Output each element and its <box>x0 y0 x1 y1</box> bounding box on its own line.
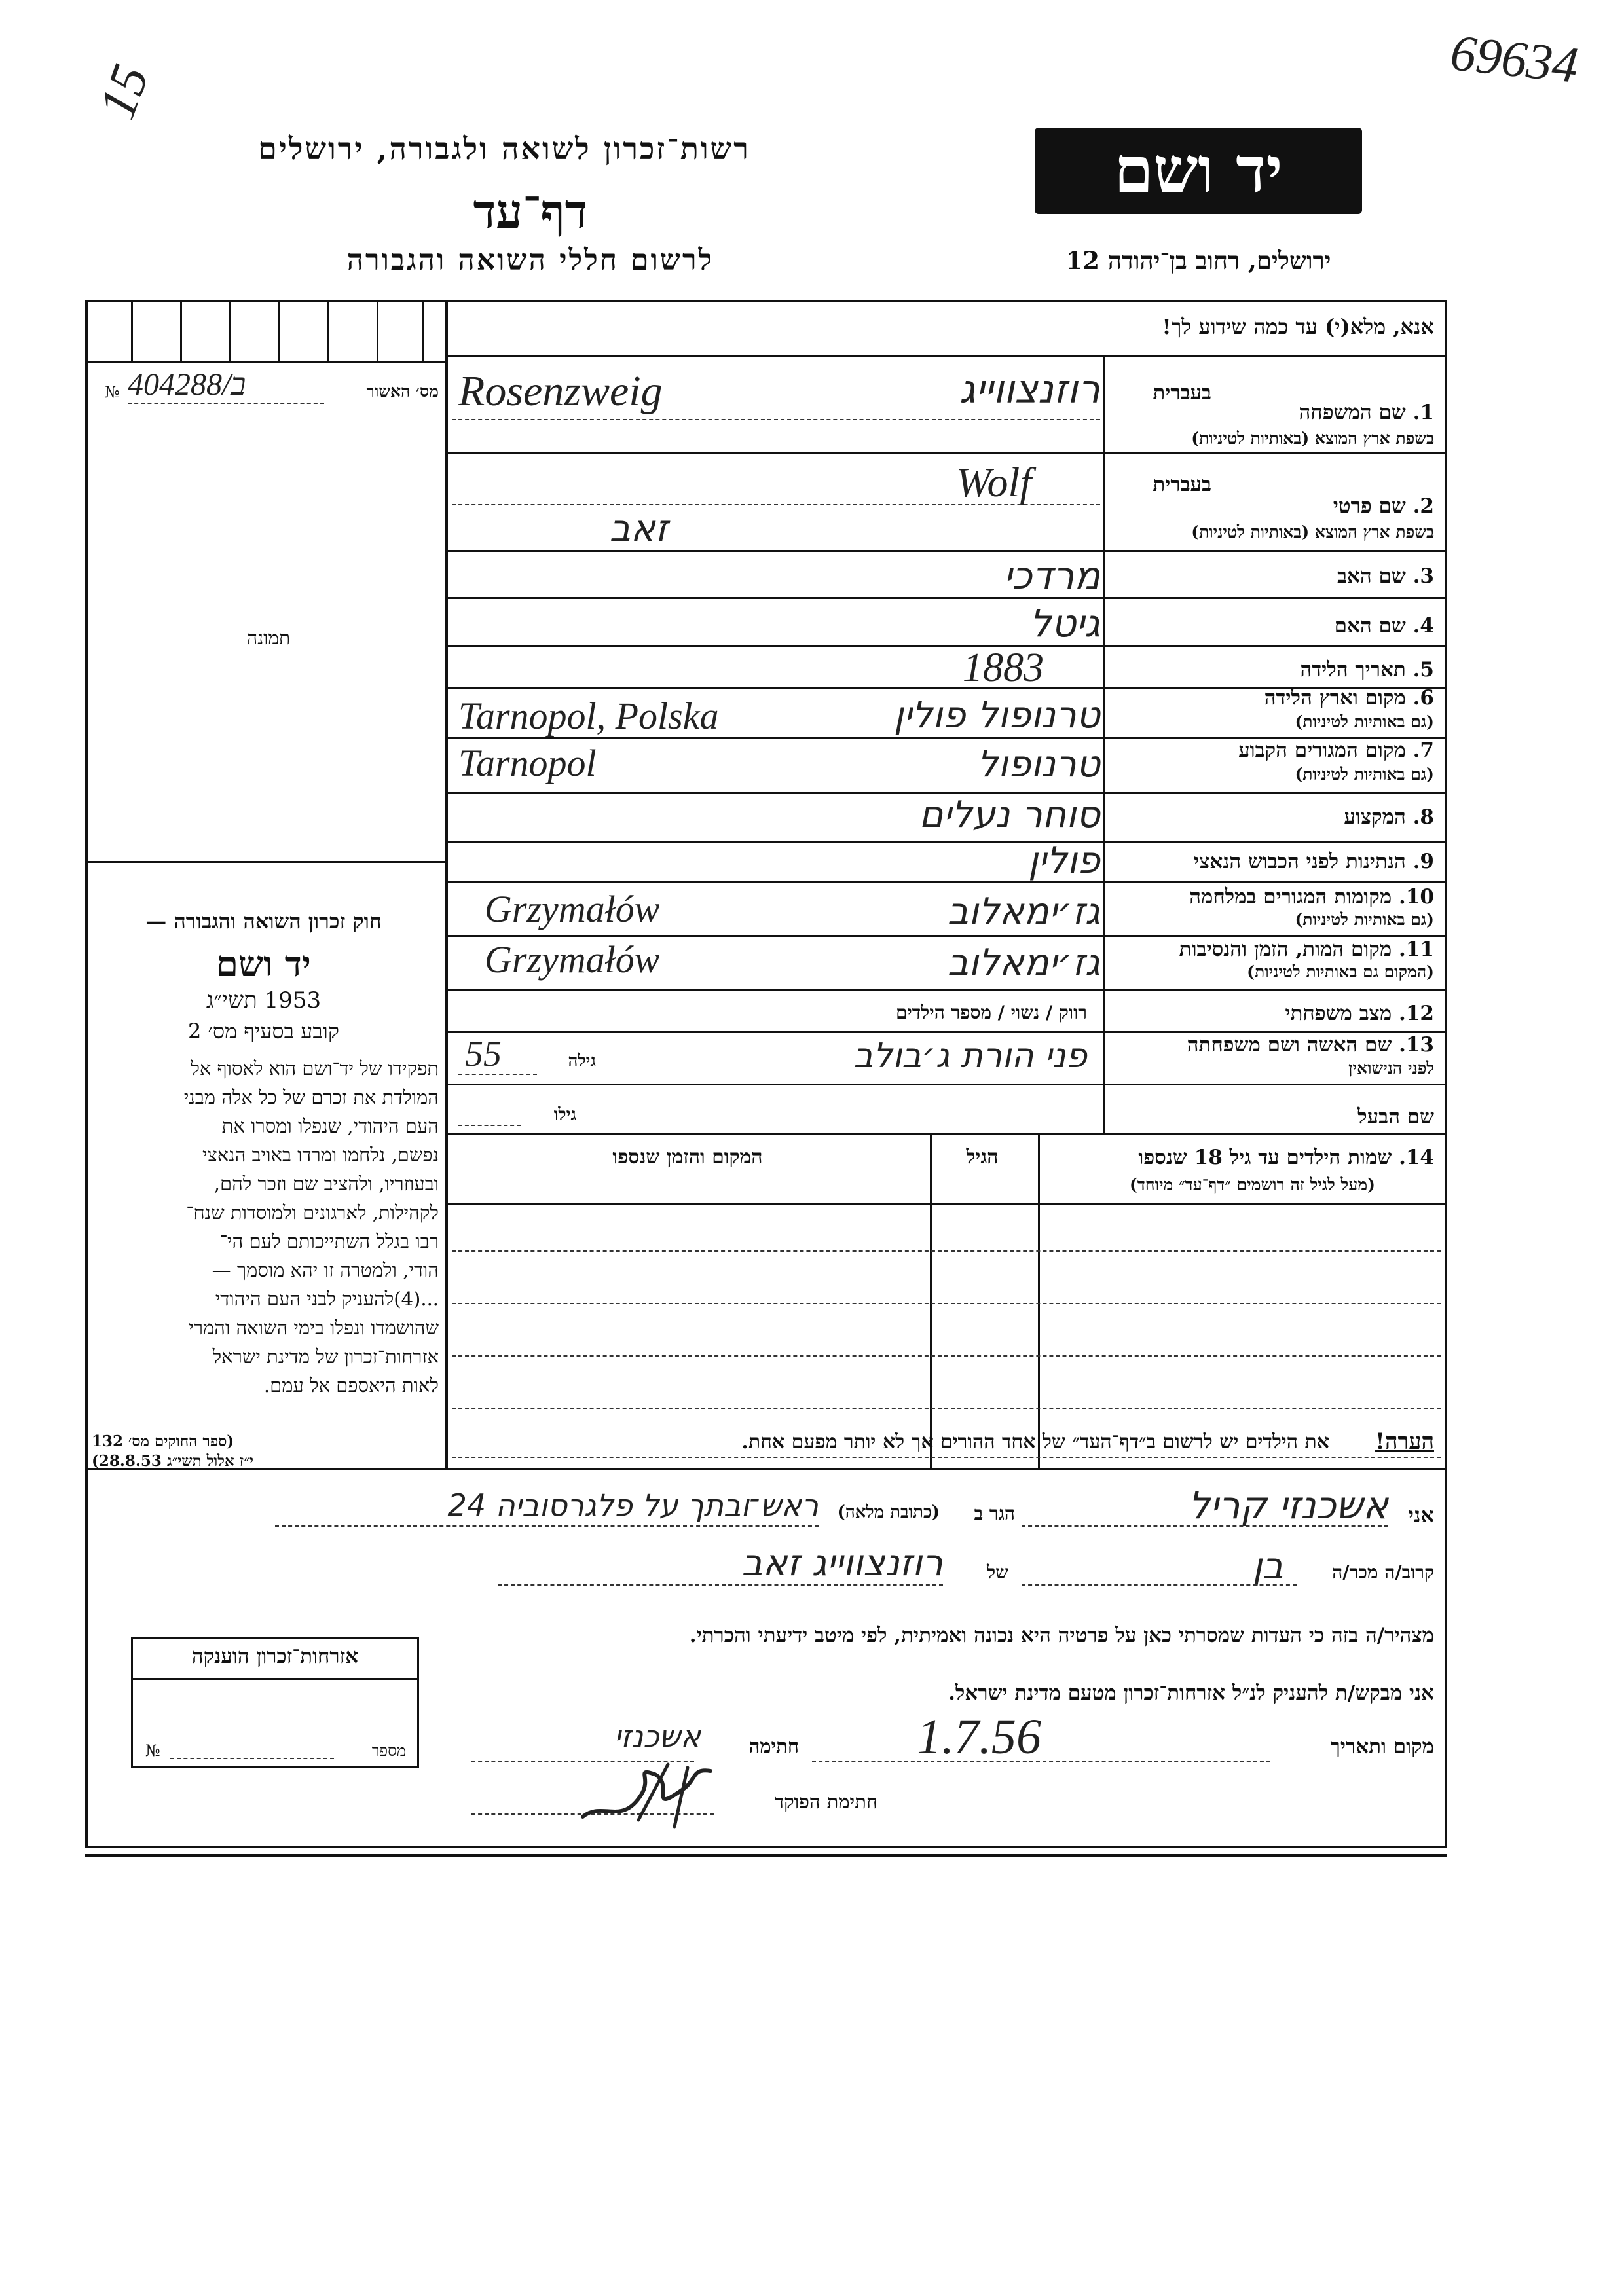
citizenship-title: אזרחות־זכרון הוענקה <box>191 1645 359 1668</box>
resides-label: הגר ב <box>974 1503 1015 1524</box>
law-line: לקהילות, לארגונים ולמוסדות שנח־ <box>186 1201 439 1224</box>
of-label: של <box>987 1561 1008 1583</box>
f13-label: 13. שם האשה ושם משפחתה <box>1187 1033 1434 1057</box>
declarant-ani: אני <box>1408 1503 1434 1527</box>
f3-value: מרדכי <box>1003 553 1100 598</box>
f6-latin-value: Tarnopol, Polska <box>458 695 719 737</box>
f14-col-age: הגיל <box>966 1146 999 1169</box>
address: ירושלים, רחוב בן־יהודה 12 <box>1065 246 1331 275</box>
f9-value: פולין <box>1028 839 1100 882</box>
f6-sub: (גם באותיות לטיניות) <box>1295 712 1434 731</box>
note-label: הערה! <box>1375 1429 1434 1455</box>
f13-sub: לפני הנישואין <box>1348 1059 1434 1078</box>
law-line: שהושמדו ונפלו בימי השואה והמרי <box>189 1317 439 1339</box>
f11-sub: (המקום גם באותיות לטיניות) <box>1247 962 1434 981</box>
f1-label: 1. שם המשפחה <box>1299 401 1434 424</box>
law-line: הודי, ולמטרה זו יהא מוסמך — <box>212 1259 439 1281</box>
request-text: אני מבקש/ת להעניק לנ״ל אזרחות־זכרון מטעם מדינת ישראל. <box>948 1681 1434 1705</box>
date-value: 1.7.56 <box>917 1709 1041 1764</box>
f12-value: רווק / נשוי / מספר הילדים <box>895 1002 1087 1023</box>
law-source-1: (ספר החוקים מס׳ 132 <box>92 1432 234 1450</box>
relation-label: קרוב/ה מכר/ה <box>1332 1561 1434 1583</box>
f1-latin-value: Rosenzweig <box>458 367 663 415</box>
approval-value: 404288/ב <box>128 367 246 402</box>
law-yad: יד ושם <box>216 943 311 985</box>
law-clause: קובע בסעיף מס׳ 2 <box>188 1019 339 1044</box>
f14-sub: (מעל לגיל זה רושמים ״דף־עד״ מיוחד) <box>1129 1175 1375 1194</box>
place-date-label: מקום ותאריך <box>1330 1735 1434 1758</box>
signature-label: חתימה <box>748 1735 799 1757</box>
f10-sub: (גם באותיות לטיניות) <box>1295 910 1434 929</box>
f10-hebrew-value: גז׳ימאלוב <box>947 890 1100 933</box>
f2-sub: בשפת ארץ המוצא (באותיות לטיניות) <box>1191 522 1434 541</box>
law-line: ובעוזריו, ולהציב שם וזכר להם, <box>213 1173 439 1195</box>
officer-label: חתימת הפוקד <box>775 1791 877 1813</box>
law-year: 1953 תשי״ג <box>206 987 322 1013</box>
law-source-2: י״ז אלול תשי״ג 28.8.53) <box>92 1452 253 1470</box>
sheet-title: דף־עד <box>473 183 588 239</box>
of-value: רוזנצווייג זאב <box>741 1542 943 1584</box>
law-line: העם היהודי, שנפלו ומסרו את <box>221 1115 439 1137</box>
f14-label: 14. שמות הילדים עד גיל 18 שנספו <box>1138 1146 1434 1169</box>
f11-label: 11. מקום המות, הזמן והנסיבות <box>1179 938 1434 961</box>
f1-hebrew-value: רוזנצווייג <box>959 367 1100 412</box>
law-line: אזרחות־זכרון של מדינת ישראל <box>212 1345 439 1368</box>
f8-value: סוחר נעלים <box>919 793 1100 836</box>
relation-value: בן <box>1252 1545 1283 1588</box>
photo-label: תמונה <box>246 627 291 649</box>
law-text <box>92 1054 439 1400</box>
f9-label: 9. הנתינות לפני הכבוש הנאצי <box>1194 850 1434 873</box>
archive-number: 69634 <box>1448 24 1581 94</box>
declaration-text: מצהיר/ה בזה כי העדות שמסרתי כאן על פרטיה היא נכונה ואמיתית, לפי מיטב ידיעתי והכרתי. <box>689 1624 1434 1647</box>
f5-label: 5. תאריך הלידה <box>1300 658 1434 682</box>
f1-sub: בשפת ארץ המוצא (באותיות לטיניות) <box>1191 429 1434 448</box>
f6-label: 6. מקום וארץ הלידה <box>1264 686 1434 710</box>
f7-hebrew-value: טרנופול <box>977 743 1100 786</box>
husband-age-label: גילו <box>553 1105 576 1125</box>
approval-no-sign: № <box>105 383 120 401</box>
f10-latin-value: Grzymałów <box>485 888 660 930</box>
f11-hebrew-value: גז׳ימאלוב <box>947 941 1100 984</box>
f14-col-place: המקום והזמן שנספו <box>612 1146 763 1169</box>
address-hint: (כתובת מלאה) <box>837 1503 940 1522</box>
law-line: נפשם, נלחמו ומרדו באויב הנאצי <box>202 1144 439 1166</box>
f1-hebrew-tag: בעברית <box>1153 381 1211 405</box>
approval-label: מס׳ האשור <box>366 382 439 401</box>
f13-value: פני הורת ג׳בולב <box>853 1036 1087 1076</box>
f3-label: 3. שם האב <box>1337 564 1434 588</box>
f2-label: 2. שם פרטי <box>1333 494 1434 518</box>
f2-latin-value: Wolf <box>956 459 1031 505</box>
f7-latin-value: Tarnopol <box>458 742 597 784</box>
law-line: רבו בגלל השתייכותם לעם הי־ <box>219 1230 439 1252</box>
citizenship-number-label: מספר <box>371 1741 406 1760</box>
f10-label: 10. מקומות המגורים במלחמה <box>1189 885 1434 909</box>
sheet-subtitle: לרשום חללי השואה והגבורה <box>346 244 714 277</box>
f6-hebrew-value: טרנופול פולין <box>893 694 1100 737</box>
f2-hebrew-tag: בעברית <box>1153 473 1211 496</box>
citizenship-no: № <box>145 1741 160 1760</box>
law-line: ...(4)להעניק לבני העם היהודי <box>215 1288 439 1310</box>
signature-value: אשכנזי <box>614 1719 701 1754</box>
declarant-name: אשכנזי קריל <box>1188 1483 1388 1527</box>
f2-hebrew-value: זאב <box>609 507 668 550</box>
law-line: לאות היאספם אל עמם. <box>263 1374 439 1396</box>
corner-mark: 15 <box>88 57 160 126</box>
f8-label: 8. המקצוע <box>1344 805 1434 829</box>
authority-line: רשות־זכרון לשואה ולגבורה, ירושלים <box>258 131 750 166</box>
f4-value: גיטל <box>1029 601 1100 646</box>
f5-value: 1883 <box>963 646 1044 690</box>
officer-signature <box>576 1755 720 1833</box>
law-line: המולדת את זכרם של כל אלה מבני <box>183 1086 439 1108</box>
law-line: תפקידו של יד־ושם הוא לאסוף אל <box>191 1057 439 1080</box>
f13-age-value: 55 <box>465 1034 502 1074</box>
law-title: חוק זכרון השואה והגבורה — <box>145 909 382 934</box>
f13-age-label: גילה <box>568 1051 596 1071</box>
husband-label: שם הבעל <box>1357 1105 1434 1129</box>
f7-sub: (גם באותיות לטיניות) <box>1295 765 1434 784</box>
f12-label: 12. מצב משפחתי <box>1285 1002 1434 1025</box>
instruction: אנא, מלא(י) עד כמה שידוע לך! <box>1162 314 1434 339</box>
f7-label: 7. מקום המגורים הקבוע <box>1238 738 1434 762</box>
address-value: ראש־ובתך על פלגרסוביה 24 <box>447 1487 819 1523</box>
f11-latin-value: Grzymałów <box>485 938 660 981</box>
logo-text: יד ושם <box>1114 133 1283 207</box>
f4-label: 4. שם האם <box>1334 614 1434 638</box>
note-text: את הילדים יש לרשום ב״דף־העד״ של אחד ההורים אך לא יותר מפעם אחת. <box>741 1430 1329 1453</box>
